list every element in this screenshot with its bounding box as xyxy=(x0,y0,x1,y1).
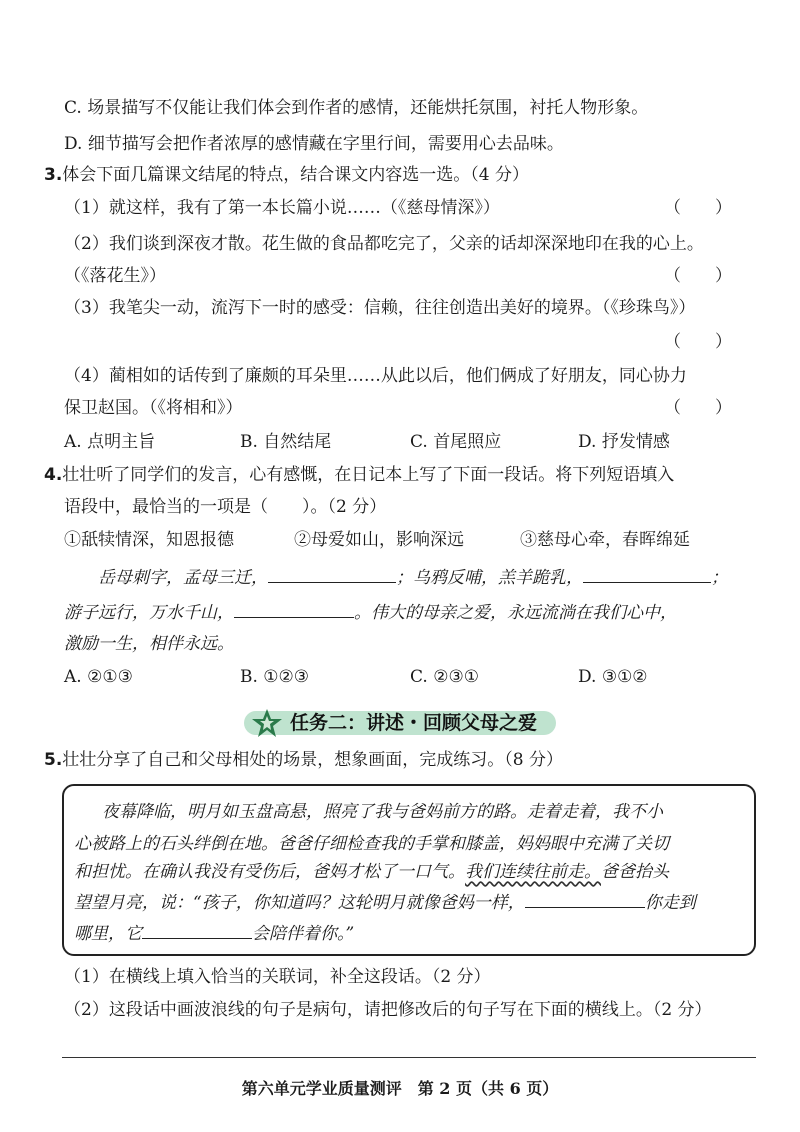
phrase-3: ③慈母心牵，春晖绵延 xyxy=(520,530,690,550)
answer-paren[interactable]: （ ） xyxy=(664,398,732,418)
q4-option-d: D. ③①② xyxy=(578,667,648,687)
q3-option-c: C. 首尾照应 xyxy=(410,432,502,452)
box-text: 和担忧。在确认我没有受伤后，爸妈才松了一口气。 xyxy=(74,862,465,882)
q4-option-c: C. ②③① xyxy=(410,667,479,687)
fill-blank[interactable] xyxy=(268,564,396,583)
q3-item-4-cont: 保卫赵国。（《将相和》） xyxy=(64,398,243,418)
q4-option-a: A. ②①③ xyxy=(64,667,133,687)
q3-item-1: （1）就这样，我有了第一本长篇小说……（《慈母情深》） xyxy=(64,198,500,218)
passage-line-1 xyxy=(98,564,728,590)
star-icon xyxy=(250,707,284,739)
page-footer: 第六单元学业质量测评 第 2 页（共 6 页） xyxy=(241,1079,559,1098)
question-stem: 壮壮听了同学们的发言，心有感慨，在日记本上写了下面一段话。将下列短语填入 xyxy=(62,465,675,485)
box-text: 望望月亮，说：“孩子，你知道吗？这轮明月就像爸妈一样， xyxy=(74,893,525,913)
box-line-3 xyxy=(74,860,669,884)
question-4 xyxy=(44,463,674,487)
passage-text: ；乌鸦反哺，羔羊跪乳， xyxy=(396,568,583,588)
q5-sub-2: （2）这段话中画波浪线的句子是病句，请把修改后的句子写在下面的横线上。（2 分） xyxy=(64,1000,712,1020)
question-3 xyxy=(44,163,529,187)
question-stem: 体会下面几篇课文结尾的特点，结合课文内容选一选。（4 分） xyxy=(62,165,530,185)
box-line-4 xyxy=(74,889,696,915)
phrase-2: ②母爱如山，影响深远 xyxy=(294,530,464,550)
fill-blank[interactable] xyxy=(525,889,645,908)
fill-blank[interactable] xyxy=(583,564,711,583)
q3-item-2-source: （《落花生》） xyxy=(64,266,166,286)
q3-option-b: B. 自然结尾 xyxy=(240,432,332,452)
question-number: 4. xyxy=(44,465,63,485)
box-text: 哪里，它 xyxy=(74,924,142,944)
wavy-underlined-sentence: 我们连续往前走。 xyxy=(465,862,601,882)
q3-item-2: （2）我们谈到深夜才散。花生做的食品都吃完了，父亲的话却深深地印在我的心上。 xyxy=(64,234,704,254)
q3-option-a: A. 点明主旨 xyxy=(64,432,156,452)
answer-paren[interactable]: （ ） xyxy=(664,332,732,352)
q3-option-d: D. 抒发情感 xyxy=(578,432,670,452)
phrase-1: ①舐犊情深，知恩报德 xyxy=(64,530,234,550)
box-text: 会陪伴着你。” xyxy=(252,924,355,944)
answer-line[interactable] xyxy=(62,1057,756,1058)
box-line-1: 夜幕降临，明月如玉盘高悬，照亮了我与爸妈前方的路。走着走着，我不小 xyxy=(102,802,663,822)
passage-line-3: 激励一生，相伴永远。 xyxy=(64,634,234,654)
q4-option-b: B. ①②③ xyxy=(240,667,310,687)
option-d-text: D. 细节描写会把作者浓厚的感情藏在字里行间，需要用心去品味。 xyxy=(64,134,564,154)
section-banner xyxy=(244,705,556,737)
q3-item-4: （4）蔺相如的话传到了廉颇的耳朵里……从此以后，他们俩成了好朋友，同心协力 xyxy=(64,366,687,386)
passage-line-2 xyxy=(64,599,677,625)
passage-text: ； xyxy=(711,568,728,588)
question-4-stem-cont: 语段中，最恰当的一项是（ ）。（2 分） xyxy=(64,497,387,517)
passage-text: 。伟大的母亲之爱，永远流淌在我们心中， xyxy=(354,603,677,623)
fill-blank[interactable] xyxy=(234,599,354,618)
box-text: 你走到 xyxy=(644,893,696,913)
question-stem: 壮壮分享了自己和父母相处的场景，想象画面，完成练习。（8 分） xyxy=(62,750,564,770)
question-number: 5. xyxy=(44,750,63,770)
question-number: 3. xyxy=(44,165,63,185)
passage-text: 岳母刺字，孟母三迁， xyxy=(98,568,268,588)
answer-paren[interactable]: （ ） xyxy=(664,198,732,218)
option-c-text: C. 场景描写不仅能让我们体会到作者的感情，还能烘托氛围，衬托人物形象。 xyxy=(64,98,649,118)
box-line-2: 心被路上的石头绊倒在地。爸爸仔细检查我的手掌和膝盖，妈妈眼中充满了关切 xyxy=(74,834,669,854)
q3-item-3: （3）我笔尖一动，流泻下一时的感受：信赖，往往创造出美好的境界。（《珍珠鸟》） xyxy=(64,298,696,318)
answer-paren[interactable]: （ ） xyxy=(664,266,732,286)
passage-text: 游子远行，万水千山， xyxy=(64,603,234,623)
q5-sub-1: （1）在横线上填入恰当的关联词，补全这段话。（2 分） xyxy=(64,967,491,987)
fill-blank[interactable] xyxy=(142,920,252,939)
box-line-5 xyxy=(74,920,354,946)
section-title: 任务二：讲述・回顾父母之爱 xyxy=(290,712,538,734)
question-5 xyxy=(44,748,563,772)
box-text: 爸爸抬头 xyxy=(601,862,669,882)
